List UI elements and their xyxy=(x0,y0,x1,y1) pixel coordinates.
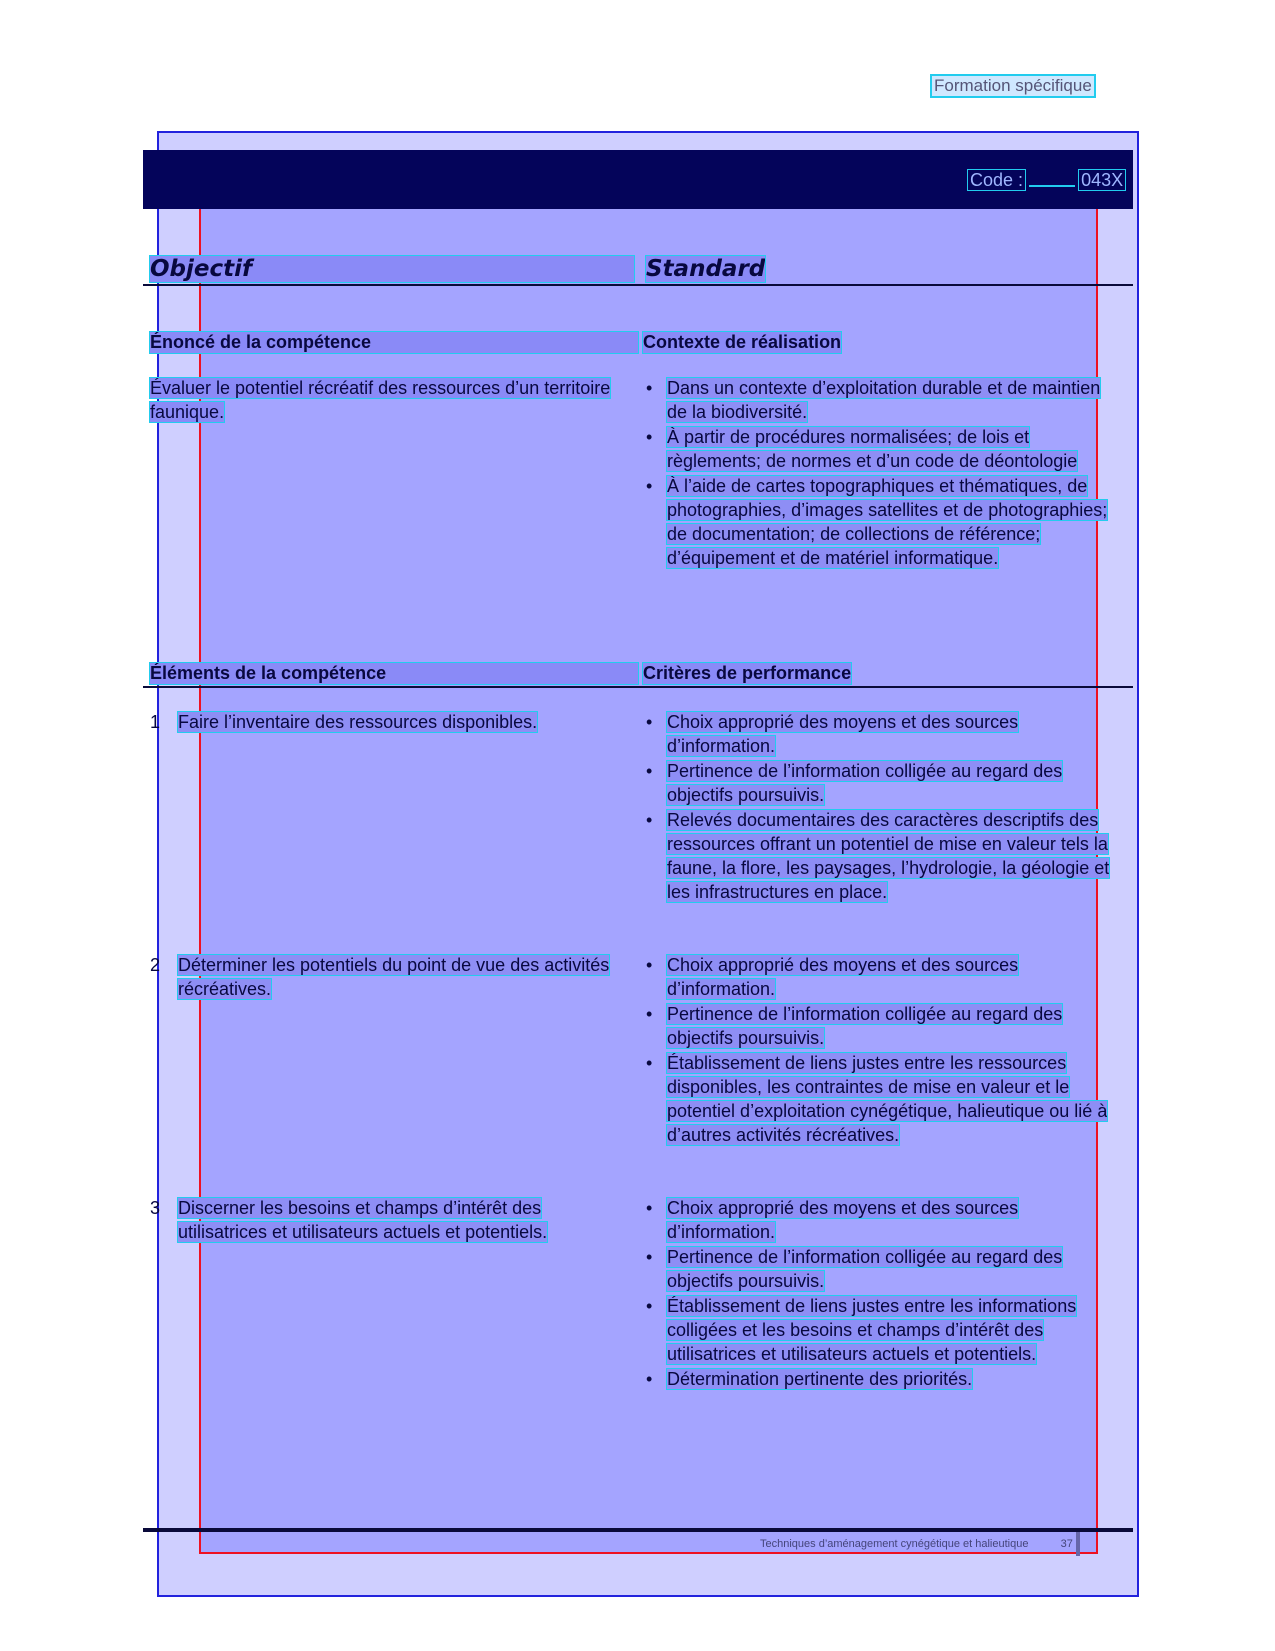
list-item: • Établissement de liens justes entre les ressources disponibles, les contraintes de mise en valeur et le potentiel d’exploitation cynégétique, halieutique ou lié à d’autres activités récréatives. xyxy=(646,1053,1108,1145)
bullet-icon: • xyxy=(646,810,653,830)
code-label-text: Code : xyxy=(970,170,1024,190)
competence-element xyxy=(150,953,620,1001)
bullet-icon: • xyxy=(646,1369,653,1389)
bullet-icon: • xyxy=(646,1247,653,1267)
criteria-list xyxy=(643,710,1123,905)
footer-separator xyxy=(1076,1532,1080,1556)
bullet-icon: • xyxy=(646,761,653,781)
bullet-icon: • xyxy=(646,955,653,975)
list-item: • Détermination pertinente des priorités. xyxy=(646,1369,973,1389)
bullet-icon: • xyxy=(646,712,653,732)
competence-statement-text: Évaluer le potentiel récréatif des ressources d’un territoire faunique. xyxy=(150,378,611,422)
list-item: • Choix approprié des moyens et des sources d’information. xyxy=(646,955,1019,999)
element-text: Faire l’inventaire des ressources disponibles. xyxy=(178,712,538,732)
competence-element xyxy=(150,1196,620,1244)
element-text: Déterminer les potentiels du point de vue des activités récréatives. xyxy=(178,955,610,999)
context-list xyxy=(643,376,1123,571)
footer-title: Techniques d’aménagement cynégétique et halieutique xyxy=(760,1538,1029,1550)
element-text: Discerner les besoins et champs d’intérêt des utilisatrices et utilisateurs actuels et potentiels. xyxy=(178,1198,548,1242)
list-item: • Relevés documentaires des caractères descriptifs des ressources offrant un potentiel de mise en valeur tels la faune, la flore, les paysages, l’hydrologie, la géologie et les infrastructures en place. xyxy=(646,810,1110,902)
code-value: 043X xyxy=(1081,170,1124,190)
list-item: • Pertinence de l’information colligée au regard des objectifs poursuivis. xyxy=(646,1247,1063,1291)
bullet-icon: • xyxy=(646,1198,653,1218)
page-number: 37 xyxy=(1060,1538,1073,1550)
element-number: 3 xyxy=(150,1198,161,1218)
list-item: • Pertinence de l’information colligée au regard des objectifs poursuivis. xyxy=(646,1004,1063,1048)
competence-statement xyxy=(150,376,620,424)
element-number: 2 xyxy=(150,955,161,975)
criteria-heading: Critères de performance xyxy=(643,663,852,683)
bullet-icon: • xyxy=(646,427,653,447)
elements-heading: Éléments de la compétence xyxy=(150,663,638,684)
statement-heading: Énoncé de la compétence xyxy=(150,332,638,353)
bullet-icon: • xyxy=(646,1004,653,1024)
list-item: • À l’aide de cartes topographiques et thématiques, de photographies, d’images satellites et de photographies; de documentation; de collections de référence; d’équipement et de matériel informatique. xyxy=(646,476,1108,568)
element-number: 1 xyxy=(150,712,161,732)
list-item: • Choix approprié des moyens et des sources d’information. xyxy=(646,712,1019,756)
list-item: • Choix approprié des moyens et des sources d’information. xyxy=(646,1198,1019,1242)
bullet-icon: • xyxy=(646,476,653,496)
criteria-list xyxy=(643,953,1123,1148)
footer xyxy=(760,1538,1073,1550)
standard-title: Standard xyxy=(646,256,766,282)
code-label xyxy=(968,170,1125,191)
list-item: • Pertinence de l’information colligée au regard des objectifs poursuivis. xyxy=(646,761,1063,805)
objectif-title: Objectif xyxy=(150,256,634,282)
footer-rule xyxy=(143,1528,1133,1532)
list-item: • Établissement de liens justes entre les informations colligées et les besoins et champs d’intérêt des utilisatrices et utilisateurs actuels et potentiels. xyxy=(646,1296,1077,1364)
bullet-icon: • xyxy=(646,378,653,398)
context-heading: Contexte de réalisation xyxy=(643,332,842,352)
criteria-list xyxy=(643,1196,1123,1392)
top-label: Formation spécifique xyxy=(934,76,1092,95)
list-item: • À partir de procédures normalisées; de lois et règlements; de normes et d’un code de déontologie xyxy=(646,427,1078,471)
title-rule xyxy=(143,284,1133,286)
section-rule xyxy=(143,686,1133,688)
list-item: • Dans un contexte d’exploitation durable et de maintien de la biodiversité. xyxy=(646,378,1101,422)
competence-element xyxy=(150,710,620,734)
bullet-icon: • xyxy=(646,1296,653,1316)
bullet-icon: • xyxy=(646,1053,653,1073)
